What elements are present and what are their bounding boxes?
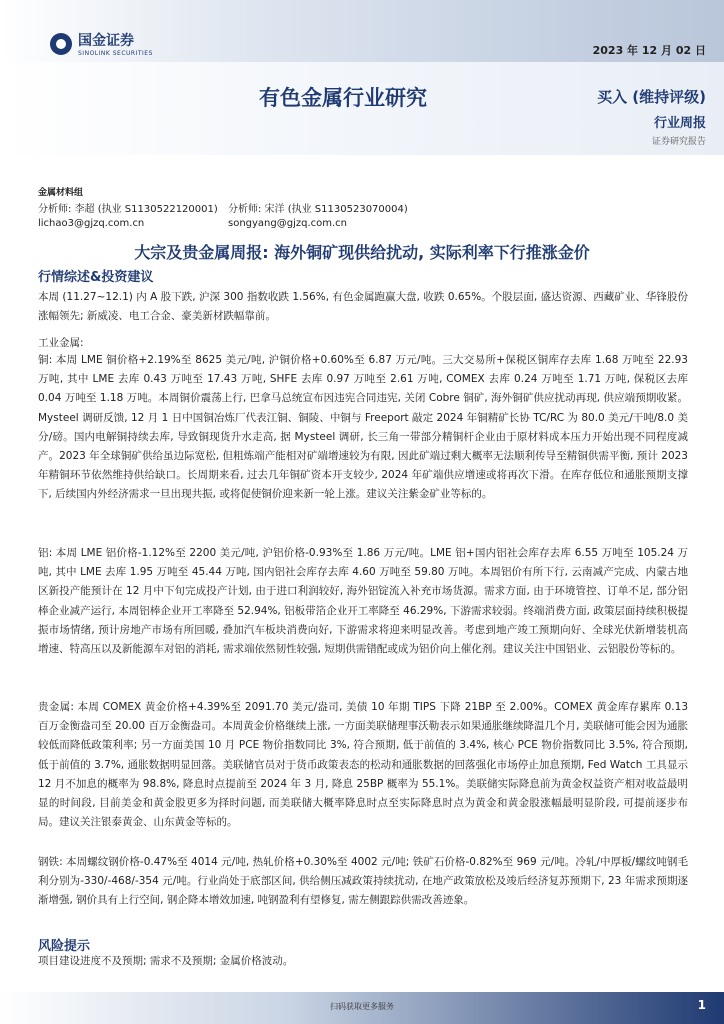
logo-name: 国金证券 <box>78 33 134 49</box>
paragraph-steel: 钢铁: 本周螺纹钢价格-0.47%至 4014 元/吨, 热轧价格+0.30%至 4002 元/吨; 铁矿石价格-0.82%至 969 元/吨。冷轧/中厚板/螺纹吨钢毛利分别为-330/-468/-354 元/吨。行业尚处于底部区间, 供给侧压减政策持续扰动, 在地产政策放松及竣后经济复苏预期下, 23 年需求预期逐渐增强, 钢价具有上行空间, 钢企降本增效加速, 吨钢盈利有望修复, 需左侧跟踪供需改善迹象。 <box>38 856 688 907</box>
paragraph-aluminum: 铝: 本周 LME 铝价格-1.12%至 2200 美元/吨, 沪铝价格-0.93%至 1.86 万元/吨。LME 铝+国内铝社会库存去库 6.55 万吨至 105.24 万吨, 其中 LME 去库 1.95 万吨至 45.44 万吨, 国内铝社会库存去库 4.60 万吨至 59.80 万吨。本周铝价有所下行, 云南减产完成、内蒙古地区新投产能预计在 12 月中下旬完成投产计划, 由于进口利润较好, 海外铝锭流入补充市场货源。需求方面, 由于环境管控、订单不足, 部分铝棒企业减产运行, 本周铝棒企业开工率降至 52.94%, 铝板带箔企业开工率降至 46.29%, 下游需求较弱。终端消费方面, 政策层面持续积极提振市场情绪, 预计房地产市场有所回暖, 叠加汽车板块消费向好, 下游需求将迎来明显改善。考虑到地产竣工预期向好、全球光伏新增装机高增速、特高压以及新能源车对铝的消耗, 需求端依然韧性较强, 短期供需错配或成为铝价向上催化剂。建议关注中国铝业、云铝股份等标的。 <box>38 547 688 656</box>
team-name: 金属材料组 <box>38 188 84 198</box>
paragraph-industrial-metals-label: 工业金属: <box>38 337 84 349</box>
paragraph-precious-metals: 贵金属: 本周 COMEX 黄金价格+4.39%至 2091.70 美元/盎司, 美债 10 年期 TIPS 下降 21BP 至 2.00%。COMEX 黄金库存累库 0.13 百万金衡盎司至 20.00 百万金衡盎司。本周黄金价格继续上涨, 一方面美联储理事沃勒表示如果通胀继续降温几个月, 美联储可能会因为通胀较低而降低政策利率; 另一方面美国 10 月 PCE 物价指数同比 3%, 符合预期, 低于前值的 3.4%, 核心 PCE 物价指数同比 3.5%, 符合预期, 低于前值的 3.7%, 通胀数据明显回落。美联储官员对于货币政策表态的松动和通胀数据的回落强化市场停止加息预期, Fed Watch 工具显示 12 月不加息的概率为 98.8%, 降息时点提前至 2024 年 3 月, 降息 25BP 概率为 55.1%。美联储实际降息前为黄金权益资产相对收益最明显的时间段, 目前美金和黄金股更多为择时问题, 而美联储大概率降息时点至实际降息时点为黄金和黄金股涨幅最明显阶段, 可提前逐步布局。建议关注银泰黄金、山东黄金等标的。 <box>38 701 688 829</box>
logo-name-en: SINOLINK SECURITIES <box>78 50 153 57</box>
report-subtitle: 证券研究报告 <box>651 137 706 147</box>
analyst-2-line: 分析师: 宋洋 (执业 S1130523070004) <box>228 204 408 215</box>
report-type: 行业周报 <box>653 116 706 131</box>
industry-title: 有色金属行业研究 <box>259 86 427 110</box>
section-heading-risk: 风险提示 <box>38 939 91 954</box>
section-heading-overview: 行情综述&投资建议 <box>38 270 154 285</box>
paragraph-copper: 铜: 本周 LME 铜价格+2.19%至 8625 美元/吨, 沪铜价格+0.60%至 6.87 万元/吨。三大交易所+保税区铜库存去库 1.68 万吨至 22.93 万吨, 其中 LME 去库 0.43 万吨至 17.43 万吨, SHFE 去库 0.97 万吨至 2.61 万吨, COMEX 去库 0.24 万吨至 1.71 万吨, 保税区去库 0.04 万吨至 1.18 万吨。本周铜价震荡上行, 巴拿马总统宣布因违宪合同违宪, 关闭 Cobre 铜矿, 海外铜矿供应扰动再现, 供应端预期收紧。Mysteel 调研反馈, 12 月 1 日中国铜冶炼厂代表江铜、铜陵、中铜与 Freeport 敲定 2024 年铜精矿长协 TC/RC 为 80.0 美元/干吨/8.0 美分/磅。国内电解铜持续去库, 导致铜现货升水走高, 据 Mysteel 调研, 长三角一带部分精铜杆企业由于原材料成本压力开始出现不同程度减产。2023 年全球铜矿供给虽边际宽松, 但粗炼端产能相对矿端增速较为有限, 因此矿端过剩大概率无法顺利传导至精铜供需平衡, 预计 2023 年精铜环节依然维持供给缺口。长周期来看, 过去几年铜矿资本开支较少, 2024 年矿端供应增速或将再次下滑。在库存低位和通胀预期支撑下, 后续国内外经济需求一旦出现共振, 或将促使铜价迎来新一轮上涨。建议关注紫金矿业等标的。 <box>38 354 688 501</box>
footer-text: 扫码获取更多服务 <box>330 1002 394 1011</box>
logo-icon <box>50 33 72 55</box>
rating: 买入 (维持评级) <box>597 88 706 106</box>
paragraph-risk: 项目建设进度不及预期; 需求不及预期; 金属价格波动。 <box>38 955 294 967</box>
page-number: 1 <box>697 998 706 1012</box>
analyst-2-email[interactable]: songyang@gjzq.com.cn <box>228 218 348 229</box>
report-date: 2023 年 12 月 02 日 <box>592 44 706 57</box>
analyst-1-email[interactable]: lichao3@gjzq.com.cn <box>38 218 145 229</box>
analyst-1-line: 分析师: 李超 (执业 S1130522120001) <box>38 204 218 215</box>
paragraph-market-summary: 本周 (11.27~12.1) 内 A 股下跌, 沪深 300 指数收跌 1.56%, 有色金属跑赢大盘, 收跌 0.65%。个股层面, 盛达资源、西藏矿业、华锋股份涨幅领先; 新威凌、电工合金、豪美新材跌幅靠前。 <box>38 291 688 323</box>
report-title: 大宗及贵金属周报: 海外铜矿现供给扰动, 实际利率下行推涨金价 <box>134 243 590 262</box>
logo <box>50 30 153 57</box>
